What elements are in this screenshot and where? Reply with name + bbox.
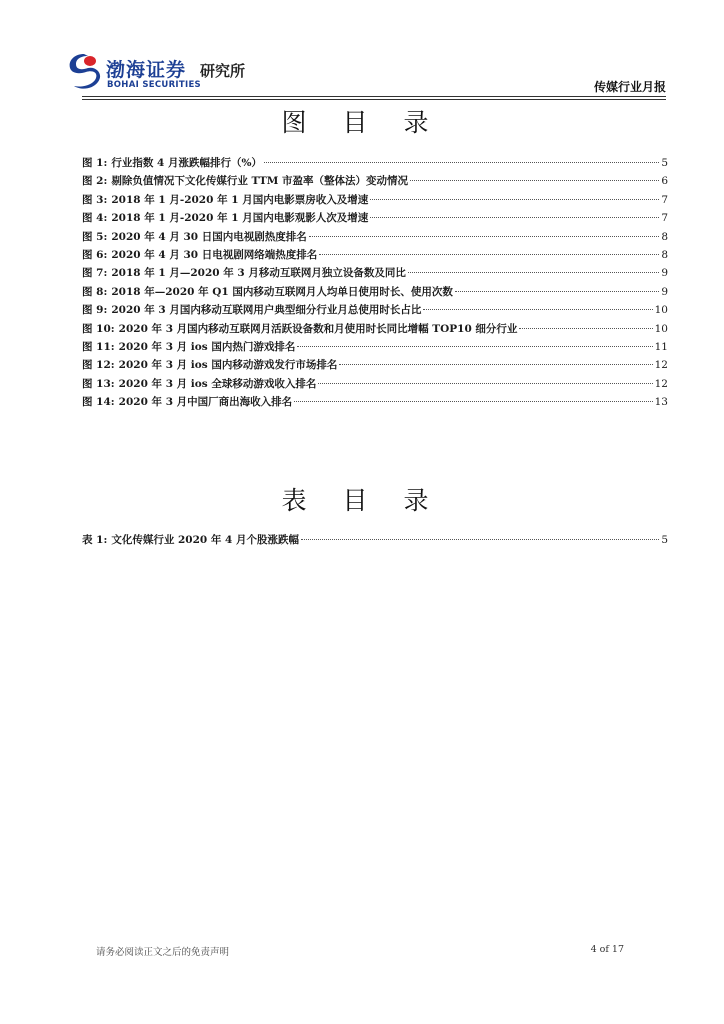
figure-toc-entry[interactable] xyxy=(82,173,668,191)
institute-name: 研究所 xyxy=(200,62,246,80)
figure-toc-entry-page: 6 xyxy=(661,175,668,188)
figure-toc-entry-leader xyxy=(339,364,652,365)
figure-toc-entry-page: 9 xyxy=(661,285,668,298)
figure-toc-entry-title: 2020 年 4 月 30 日电视剧网络端热度排名 xyxy=(111,248,318,261)
bohai-logo xyxy=(66,52,256,96)
figure-toc-entry-leader xyxy=(370,217,659,218)
tables-toc-title: 表 目 录 xyxy=(281,486,443,515)
figure-toc-entry-page: 12 xyxy=(654,359,668,372)
figure-toc-entry-title: 剔除负值情况下文化传媒行业 TTM 市盈率（整体法）变动情况 xyxy=(111,175,409,188)
figure-toc-entry-page: 8 xyxy=(661,248,668,261)
figure-toc-entry-page: 5 xyxy=(661,157,668,169)
figure-toc-entry-page: 9 xyxy=(661,267,668,280)
footer-disclaimer: 请务必阅读正文之后的免责声明 xyxy=(96,947,230,958)
figure-toc-entry-leader xyxy=(370,199,659,200)
figure-toc-entry-label: 图 8: xyxy=(82,285,108,298)
figures-toc xyxy=(82,155,668,412)
logo-english-name: BOHAI SECURITIES xyxy=(107,80,201,90)
figure-toc-entry-label: 图 6: xyxy=(82,248,108,261)
figure-toc-entry-leader xyxy=(519,328,652,329)
figure-toc-entry-page: 7 xyxy=(661,193,668,206)
figure-toc-entry-leader xyxy=(309,236,660,237)
header-divider-thin xyxy=(82,99,666,100)
figure-toc-entry-page: 13 xyxy=(654,396,668,409)
figure-toc-entry-label: 图 1: xyxy=(82,157,108,169)
header-divider xyxy=(82,96,666,97)
table-toc-entry-leader xyxy=(301,539,659,540)
figure-toc-entry[interactable] xyxy=(82,339,668,357)
figure-toc-entry-page: 10 xyxy=(654,304,668,317)
table-toc-entry[interactable] xyxy=(82,532,668,550)
figure-toc-entry-label: 图 7: xyxy=(82,267,108,280)
figure-toc-entry-title: 2020 年 3 月中国厂商出海收入排名 xyxy=(118,396,293,409)
figure-toc-entry[interactable] xyxy=(82,321,668,339)
figure-toc-entry-label: 图 11: xyxy=(82,340,115,353)
figure-toc-entry-label: 图 5: xyxy=(82,230,108,243)
figure-toc-entry-leader xyxy=(408,272,659,273)
figure-toc-entry[interactable] xyxy=(82,229,668,247)
figure-toc-entry-leader xyxy=(264,162,659,163)
tables-toc xyxy=(82,532,668,550)
figure-toc-entry-title: 2018 年 1 月-2020 年 1 月国内电影观影人次及增速 xyxy=(111,212,369,225)
figure-toc-entry-page: 10 xyxy=(654,322,668,335)
logo-chinese-name: 渤海证券 xyxy=(106,59,187,81)
figure-toc-entry-title: 2020 年 3 月 ios 全球移动游戏收入排名 xyxy=(118,377,317,390)
figure-toc-entry-page: 7 xyxy=(661,212,668,225)
figure-toc-entry-title: 行业指数 4 月涨跌幅排行（%） xyxy=(111,157,262,169)
figure-toc-entry-leader xyxy=(455,291,659,292)
figure-toc-entry[interactable] xyxy=(82,247,668,265)
figure-toc-entry-title: 2020 年 3 月国内移动互联网用户典型细分行业月总使用时长占比 xyxy=(111,304,422,317)
figure-toc-entry[interactable] xyxy=(82,284,668,302)
figure-toc-entry-label: 图 9: xyxy=(82,304,108,317)
figure-toc-entry-label: 图 14: xyxy=(82,396,115,409)
figure-toc-entry-title: 2020 年 3 月国内移动互联网月活跃设备数和月使用时长同比增幅 TOP10 细分行业 xyxy=(118,322,518,335)
figure-toc-entry[interactable] xyxy=(82,265,668,283)
figure-toc-entry-page: 12 xyxy=(654,377,668,390)
figures-toc-title: 图 目 录 xyxy=(281,108,443,137)
figure-toc-entry-label: 图 10: xyxy=(82,322,115,335)
figure-toc-entry-title: 2020 年 3 月 ios 国内热门游戏排名 xyxy=(118,340,296,353)
figure-toc-entry-leader xyxy=(318,383,652,384)
table-toc-entry-label: 表 1: xyxy=(82,534,108,546)
bohai-logo-mark-icon xyxy=(66,52,102,92)
figure-toc-entry-leader xyxy=(297,346,652,347)
figure-toc-entry-title: 2020 年 4 月 30 日国内电视剧热度排名 xyxy=(111,230,307,243)
figure-toc-entry-leader xyxy=(294,401,652,402)
figure-toc-entry-label: 图 12: xyxy=(82,359,115,372)
figure-toc-entry-label: 图 13: xyxy=(82,377,115,390)
figure-toc-entry-leader xyxy=(319,254,659,255)
figure-toc-entry[interactable] xyxy=(82,155,668,173)
figure-toc-entry-page: 11 xyxy=(654,340,668,353)
figure-toc-entry[interactable] xyxy=(82,192,668,210)
figure-toc-entry-title: 2020 年 3 月 ios 国内移动游戏发行市场排名 xyxy=(118,359,338,372)
figure-toc-entry[interactable] xyxy=(82,302,668,320)
figure-toc-entry-leader xyxy=(423,309,652,310)
figure-toc-entry[interactable] xyxy=(82,394,668,412)
report-type: 传媒行业月报 xyxy=(593,80,666,94)
figure-toc-entry-label: 图 2: xyxy=(82,175,108,188)
figure-toc-entry-title: 2018 年 1 月—2020 年 3 月移动互联网月独立设备数及同比 xyxy=(111,267,406,280)
figure-toc-entry-label: 图 3: xyxy=(82,193,108,206)
table-toc-entry-page: 5 xyxy=(661,534,668,546)
figure-toc-entry-page: 8 xyxy=(661,230,668,243)
footer-page-number: 4 of 17 xyxy=(590,944,624,955)
figure-toc-entry-title: 2018 年 1 月-2020 年 1 月国内电影票房收入及增速 xyxy=(111,193,369,206)
figure-toc-entry[interactable] xyxy=(82,210,668,228)
figure-toc-entry-title: 2018 年—2020 年 Q1 国内移动互联网月人均单日使用时长、使用次数 xyxy=(111,285,453,298)
table-toc-entry-title: 文化传媒行业 2020 年 4 月个股涨跌幅 xyxy=(111,534,299,546)
figure-toc-entry-label: 图 4: xyxy=(82,212,108,225)
figure-toc-entry-leader xyxy=(410,180,659,181)
figure-toc-entry[interactable] xyxy=(82,376,668,394)
figure-toc-entry[interactable] xyxy=(82,357,668,375)
